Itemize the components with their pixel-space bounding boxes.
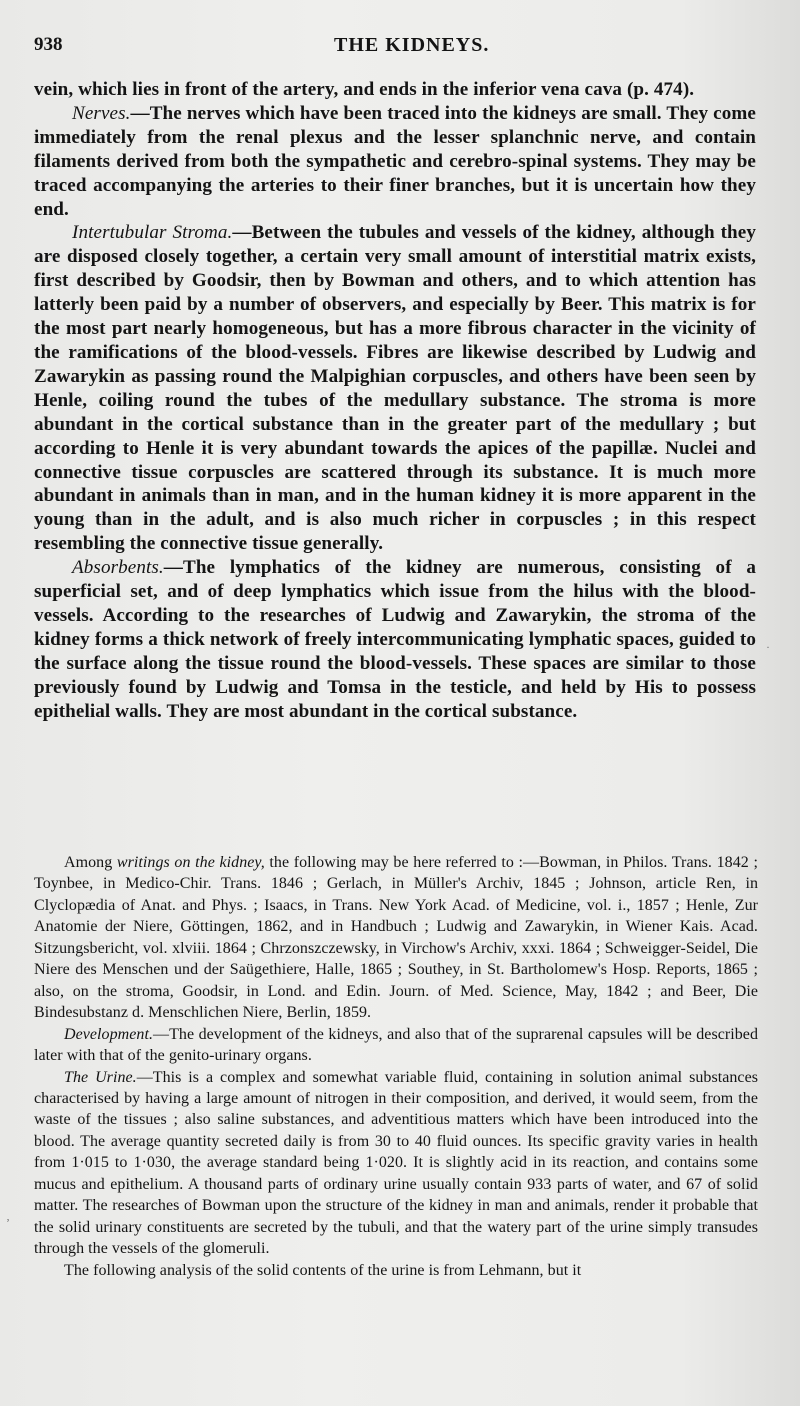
paragraph-analysis: The following analysis of the solid contents of the urine is from Lehmann, but it [64,1261,582,1279]
absorbents-heading: Absorbents. [72,557,164,579]
stroma-heading: Intertubular Stroma. [72,222,233,244]
paragraph-vein: vein, which lies in front of the artery, and ends in the inferior vena cava (p. 474). [34,79,695,100]
paragraph-writings [34,852,758,1024]
writings-lead: Among [64,854,117,871]
urine-text: —This is a complex and somewhat variable fluid, containing in solution animal substances characterised by having a large amount of nitrogen in their composition, and derived, it would seem, from the waste of the tissues ; also saline substances, and adventitious matters which have been introduced into the blood. The average quantity secreted daily is from 30 to 40 fluid ounces. Its specific gravity varies in health from 1·015 to 1·030, the average standard being 1·020. It is slightly acid in its reaction, and contains some mucus and epithelium. A thousand parts of ordinary urine usually contain 933 parts of water, and 67 of solid matter. The researches of Bowman upon the structure of the kidney in man and animals, render it probable that the solid urinary constituents are secreted by the tubuli, and that the watery part of the urine simply transudes through the vessels of the glomeruli. [34,1068,759,1258]
running-head: THE KIDNEYS. [334,34,490,56]
absorbents-text: —The lymphatics of the kidney are numerous, consisting of a superficial set, and of deep lymphatics which issue from the hilus with the blood-vessels. According to the researches of Ludwig and Zawarykin, the stroma of the kidney forms a thick network of freely intercommunicating lymphatic spaces, guided to the surface along the tissue round the blood-vessels. These spaces are similar to those previously found by Ludwig and Tomsa in the testicle, and held by His to possess epithelial walls. They are most abundant in the cortical substance. [34,557,756,722]
margin-tick-mark: · [766,640,770,654]
writings-heading: writings on the kidney, [116,854,265,871]
stroma-text: —Between the tubules and vessels of the kidney, although they are disposed closely together, a certain very small amount of interstitial matrix exists, first described by Goodsir, then by Bowman and others, and to which attention has latterly been paid by a number of observers, and especially by Beer. This matrix is for the most part nearly homogeneous, but has a more fibrous character in the vicinity of the ramifications of the blood-vessels. Fibres are likewise described by Ludwig and Zawarykin as passing round the Malpighian corpuscles, and others have been seen by Henle, coiling round the tubes of the medullary substance. The stroma is more abundant in the cortical substance than in the greater part of the medullary ; but according to Henle it is very abundant towards the apices of the papillæ. Nuclei and connective tissue corpuscles are scattered through its substance. It is much more abundant in animals than in man, and in the human kidney it is more apparent in the young than in the adult, and is also much richer in corpuscles ; in this respect resembling the connective tissue generally. [34,222,756,555]
paragraph-nerves [34,102,756,222]
nerves-heading: Nerves. [72,102,131,124]
paragraph-absorbents [34,556,756,723]
development-heading: Development. [64,1025,154,1043]
writings-text: the following may be here referred to :—Bowman, in Philos. Trans. 1842 ; Toynbee, in Medico-Chir. Trans. 1846 ; Gerlach, in Müller's Archiv, 1845 ; Johnson, article Ren, in Clyclopædia of Anat. and Phys. ; Isaacs, in Trans. New York Acad. of Medicine, vol. i., 1857 ; Henle, Zur Anatomie der Niere, Göttingen, 1862, and in Handbuch ; Ludwig and Zawarykin, in Wiener Kais. Acad. Sitzungsbericht, vol. xlviii. 1864 ; Chrzonszczewsky, in Virchow's Archiv, xxxi. 1864 ; Schweigger-Seidel, Die Niere des Menschen und der Saügethiere, Halle, 1865 ; Southey, in St. Bartholomew's Hosp. Reports, 1865 ; also, on the stroma, Goodsir, in Lond. and Edin. Journ. of Med. Science, May, 1842 ; and Beer, Die Bindesubstanz d. Menschlichen Niere, Berlin, 1859. [34,854,758,1022]
paragraph-development [34,1024,758,1067]
paragraph-stroma [34,221,756,556]
page-number: 938 [34,34,63,55]
margin-tick-mark: ʼ [6,1216,10,1230]
notes-section [34,852,758,1281]
paragraph-urine [34,1067,758,1260]
urine-heading: The Urine. [64,1068,137,1086]
main-text [34,78,756,723]
nerves-text: —The nerves which have been traced into the kidneys are small. They come immediately from the renal plexus and the lesser splanchnic nerve, and contain filaments derived from both the sympathetic and cerebro-spinal systems. They may be traced accompanying the arteries to their finer branches, but it is uncertain how they end. [34,102,756,220]
development-text: —The development of the kidneys, and also that of the suprarenal capsules will be described later with that of the genito-urinary organs. [34,1025,758,1065]
page-header [34,34,760,62]
